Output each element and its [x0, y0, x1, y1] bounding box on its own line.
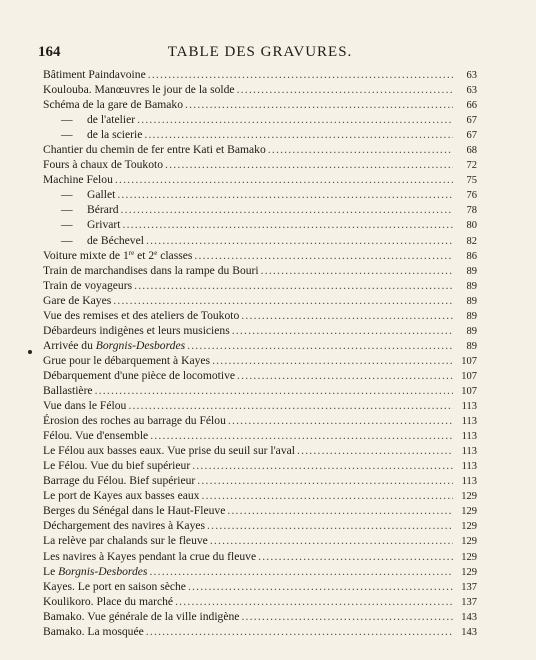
entry-title — [43, 443, 295, 458]
toc-entry — [43, 172, 477, 187]
entry-title-text: Déchargement des navires à Kayes — [43, 519, 206, 533]
entry-title-text: Le Félou aux basses eaux. Vue prise du seuil sur l'aval — [43, 444, 295, 458]
dot-leader — [192, 458, 453, 473]
entry-title — [43, 217, 120, 232]
toc-entry — [43, 323, 477, 338]
dot-leader — [297, 443, 453, 458]
toc-entry — [43, 293, 477, 308]
entry-title-text: Ballastière — [43, 383, 93, 397]
entry-page-number: 86 — [466, 250, 477, 262]
entry-title — [43, 278, 132, 293]
entry-title-text: de la scierie — [87, 128, 143, 142]
entry-page-number: 68 — [466, 145, 477, 157]
dot-leader — [228, 413, 453, 428]
entry-title-text: Vue dans le Félou — [43, 399, 127, 413]
dot-leader — [268, 142, 453, 157]
entry-title-text: de Béchevel — [87, 233, 144, 247]
entry-title — [43, 368, 235, 383]
dot-leader — [121, 202, 453, 217]
dot-leader — [115, 172, 453, 187]
ditto-dash: — — [61, 113, 73, 127]
entry-title — [43, 488, 199, 503]
entry-page-number: 129 — [461, 521, 477, 533]
entry-title-text: Fours à chaux de Toukoto — [43, 158, 164, 172]
entry-page-number: 63 — [466, 70, 477, 81]
entry-page-number: 78 — [466, 205, 477, 217]
dot-leader — [113, 293, 453, 308]
entry-title — [43, 202, 119, 217]
entry-title — [43, 458, 190, 473]
entry-page-number: 107 — [461, 385, 477, 397]
entry-title — [43, 518, 205, 533]
dot-leader — [188, 579, 453, 594]
dot-leader — [232, 323, 453, 338]
ditto-dash: — — [61, 188, 73, 202]
toc-entry — [43, 488, 477, 503]
entry-page-number: 89 — [466, 265, 477, 277]
entry-title — [43, 503, 225, 518]
entry-page-number: 107 — [461, 355, 477, 367]
entry-title — [43, 233, 144, 248]
entry-title-text: Grue pour le débarquement à Kayes — [43, 353, 211, 367]
dot-leader — [258, 549, 453, 564]
entry-title-text: Vue des remises et des ateliers de Toukoto — [43, 308, 240, 322]
entry-page-number: 72 — [466, 160, 477, 172]
toc-entry — [43, 458, 477, 473]
entry-title — [43, 549, 256, 564]
toc-entry — [43, 443, 477, 458]
toc-entry — [43, 248, 477, 263]
entry-title-text: Gare de Kayes — [43, 293, 112, 307]
entry-page-number: 66 — [466, 100, 477, 112]
dot-leader — [197, 473, 453, 488]
ship-name: Borgnis-Desbordes — [58, 564, 148, 578]
entry-title-text: Débardeurs indigènes et leurs musiciens — [43, 323, 230, 337]
entry-title-text: Bâtiment Paindavoine — [43, 68, 146, 81]
dot-leader — [122, 217, 453, 232]
dot-leader — [185, 97, 453, 112]
entry-title — [43, 97, 183, 112]
entry-page-number: 129 — [461, 536, 477, 548]
toc-entry — [43, 142, 477, 157]
ditto-dash: — — [61, 128, 73, 142]
entry-page-number: 113 — [461, 446, 477, 458]
toc-entry — [43, 473, 477, 488]
entry-page-number: 63 — [466, 85, 477, 97]
entry-page-number: 129 — [461, 491, 477, 503]
entry-page-number: 75 — [466, 175, 477, 187]
entry-title-text: de l'atelier — [87, 113, 136, 127]
entry-title — [43, 609, 239, 624]
dot-leader — [148, 67, 453, 82]
toc-entry — [43, 503, 477, 518]
entry-title — [43, 82, 235, 97]
entry-page-number: 67 — [466, 115, 477, 127]
toc-entry — [43, 82, 477, 97]
entry-title — [43, 127, 142, 142]
toc-entry — [43, 112, 477, 127]
entry-page-number: 129 — [461, 566, 477, 578]
entry-page-number: 143 — [461, 611, 477, 623]
toc-entry — [43, 217, 477, 232]
entry-page-number: 107 — [461, 370, 477, 382]
entry-page-number: 137 — [461, 581, 477, 593]
toc-entry — [43, 579, 477, 594]
entry-title-text: Le — [43, 564, 59, 578]
toc-entry — [43, 127, 477, 142]
toc-entry — [43, 518, 477, 533]
dot-leader — [150, 428, 453, 443]
entry-page-number: 113 — [461, 431, 477, 443]
dot-leader — [149, 564, 453, 579]
toc-entry — [43, 157, 477, 172]
toc-entry — [43, 533, 477, 548]
entry-title — [43, 594, 173, 609]
dot-leader — [210, 533, 453, 548]
toc-entry — [43, 624, 477, 639]
entry-title-text: Chantier du chemin de fer entre Kati et Bamako — [43, 143, 266, 157]
entry-title — [43, 112, 135, 127]
dot-leader — [237, 368, 453, 383]
toc-entry — [43, 428, 477, 443]
entry-title-text: Félou. Vue d'ensemble — [43, 429, 149, 443]
ditto-dash: — — [61, 203, 73, 217]
dot-leader — [201, 488, 453, 503]
dot-leader — [134, 278, 453, 293]
entry-title — [43, 293, 111, 308]
entry-title — [43, 398, 126, 413]
page-header — [38, 44, 482, 64]
page-title: TABLE DES GRAVURES. — [167, 44, 353, 60]
entry-title-text: Bamako. Vue générale de la ville indigène — [43, 609, 240, 623]
entry-title-text: Le Félou. Vue du bief supérieur — [43, 459, 191, 473]
toc-entry — [43, 609, 477, 624]
entry-title — [43, 579, 186, 594]
entry-title — [43, 413, 226, 428]
entry-title-part: Voiture mixte de 1 — [43, 248, 129, 262]
entry-page-number: 89 — [466, 295, 477, 307]
dot-leader — [207, 518, 453, 533]
entry-page-number: 137 — [461, 596, 477, 608]
dot-leader — [144, 127, 453, 142]
entry-title — [43, 383, 93, 398]
toc-entry — [43, 202, 477, 217]
toc-entry — [43, 187, 477, 202]
dot-leader — [212, 353, 453, 368]
dot-leader — [187, 338, 453, 353]
toc-entry — [43, 278, 477, 293]
dot-leader — [165, 157, 453, 172]
dot-leader — [175, 594, 453, 609]
toc-entry — [43, 263, 477, 278]
toc-entry — [43, 353, 477, 368]
entry-title-text: Machine Felou — [43, 173, 113, 187]
toc-entry — [43, 338, 477, 353]
dot-leader — [241, 308, 453, 323]
page-number: 164 — [38, 44, 61, 60]
ordinal-superscript: re — [128, 248, 135, 257]
toc-entry — [43, 594, 477, 609]
entry-page-number: 89 — [466, 310, 477, 322]
toc-entry — [43, 67, 477, 82]
toc-entry — [43, 308, 477, 323]
entry-title-text: Arrivée du — [43, 338, 96, 352]
entry-title-text: Koulouba. Manœuvres le jour de la solde — [43, 83, 235, 97]
ship-name: Borgnis-Desbordes — [95, 338, 186, 352]
entry-page-number: 129 — [461, 506, 477, 518]
entry-title-text: Les navires à Kayes pendant la crue du fleuve — [43, 549, 257, 563]
entry-title — [43, 187, 115, 202]
entry-page-number: 80 — [466, 220, 477, 232]
entry-title-part: et 2 — [134, 248, 155, 262]
entry-title-text: Berges du Sénégal dans le Haut-Fleuve — [43, 504, 226, 518]
dot-leader — [117, 187, 453, 202]
toc-entry — [43, 413, 477, 428]
entry-page-number: 113 — [461, 461, 477, 473]
entry-title-text: Schéma de la gare de Bamako — [43, 98, 184, 112]
margin-mark — [28, 350, 32, 354]
entry-title-part: classes — [157, 248, 193, 262]
entry-title-text: Le port de Kayes aux basses eaux — [43, 489, 200, 503]
entry-page-number: 89 — [466, 280, 477, 292]
entry-page-number: 129 — [461, 551, 477, 563]
dot-leader — [237, 82, 453, 97]
toc-entry — [43, 398, 477, 413]
entry-page-number: 113 — [461, 416, 477, 428]
entry-title-text: Gallet — [87, 188, 116, 202]
entry-title-text: Bérard — [87, 203, 119, 217]
dot-leader — [146, 624, 453, 639]
entry-title — [43, 157, 163, 172]
entry-title — [43, 473, 195, 488]
toc-entry — [43, 383, 477, 398]
entry-title-text: Grivart — [87, 218, 121, 232]
dot-leader — [194, 248, 453, 263]
ditto-dash: — — [61, 233, 73, 247]
entry-title — [43, 172, 113, 187]
entry-title — [43, 353, 210, 368]
entry-title — [43, 428, 148, 443]
dot-leader — [95, 383, 453, 398]
entry-title — [43, 67, 146, 82]
entry-title-text: Débarquement d'une pièce de locomotive — [43, 368, 236, 382]
entry-title-text: Bamako. La mosquée — [43, 624, 144, 638]
toc-entry — [43, 233, 477, 248]
entry-page-number: 82 — [466, 235, 477, 247]
entry-page-number: 76 — [466, 190, 477, 202]
entry-title — [43, 248, 192, 263]
entry-title-text: Koulikoro. Place du marché — [43, 594, 174, 608]
entry-title-text: Train de voyageurs — [43, 278, 133, 292]
entry-page-number: 113 — [461, 476, 477, 488]
entry-title — [43, 624, 144, 639]
table-of-contents — [43, 67, 477, 639]
entry-title-text: Kayes. Le port en saison sèche — [43, 579, 186, 593]
entry-title-text: Train de marchandises dans la rampe du Bouri — [43, 263, 259, 277]
entry-page-number: 67 — [466, 130, 477, 142]
dot-leader — [241, 609, 453, 624]
entry-page-number: 143 — [461, 626, 477, 638]
entry-title — [43, 564, 147, 579]
toc-entry — [43, 368, 477, 383]
dot-leader — [128, 398, 453, 413]
dot-leader — [146, 233, 453, 248]
entry-page-number: 89 — [466, 325, 477, 337]
toc-entry — [43, 564, 477, 579]
entry-title-text: La relève par chalands sur le fleuve — [43, 534, 208, 548]
ordinal-superscript: e — [154, 248, 158, 257]
entry-title — [43, 263, 259, 278]
entry-title — [43, 533, 208, 548]
ditto-dash: — — [61, 218, 73, 232]
entry-page-number: 113 — [461, 401, 477, 413]
entry-title — [43, 142, 266, 157]
dot-leader — [261, 263, 453, 278]
dot-leader — [137, 112, 453, 127]
entry-title — [43, 338, 185, 353]
toc-entry — [43, 549, 477, 564]
dot-leader — [227, 503, 453, 518]
toc-entry — [43, 97, 477, 112]
entry-title — [43, 323, 230, 338]
entry-title-text: Barrage du Félou. Bief supérieur — [43, 474, 196, 488]
entry-title — [43, 308, 239, 323]
entry-title-text: Érosion des roches au barrage du Félou — [43, 414, 226, 428]
entry-page-number: 89 — [466, 340, 477, 352]
